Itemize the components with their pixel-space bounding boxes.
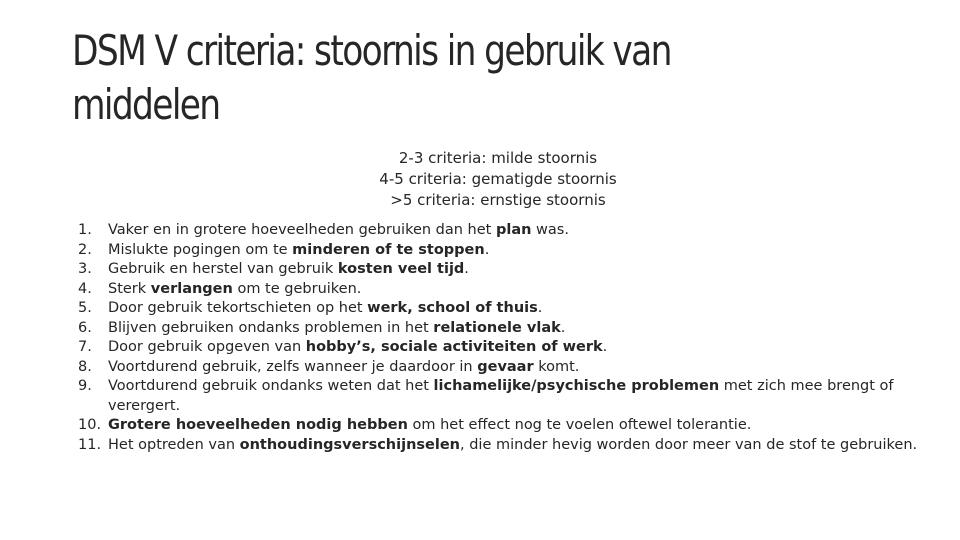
item-text: Door gebruik tekortschieten op het werk, school of thuis. [108,300,543,316]
item-number: 5. [78,300,92,316]
item-text: Vaker en in grotere hoeveelheden gebruiken dan het plan was. [108,222,569,238]
severity-line: 4-5 criteria: gematigde stoornis [379,170,617,188]
item-text: Sterk verlangen om te gebruiken. [108,280,362,297]
item-text: Blijven gebruiken ondanks problemen in het relationele vlak. [108,319,566,336]
item-number: 1. [78,222,92,238]
list-item [78,221,918,241]
list-item [78,299,918,319]
list-item [78,280,918,300]
item-number: 4. [78,280,92,297]
item-number: 2. [78,241,92,258]
item-text: Voortdurend gebruik ondanks weten dat het lichamelijke/psychische problemen met zich mee brengt of verergert. [108,378,894,414]
page-title: DSM V criteria: stoornis in gebruik van middelen [72,26,671,129]
list-item [78,377,918,416]
item-text: Het optreden van onthoudingsverschijnselen, die minder hevig worden door meer van de stof te gebruiken. [108,436,918,453]
severity-levels [268,148,728,211]
item-text: Grotere hoeveelheden nodig hebben om het effect nog te voelen oftewel tolerantie. [108,417,752,433]
item-number: 7. [78,339,92,355]
item-text: Mislukte pogingen om te minderen of te stoppen. [108,241,490,258]
item-number: 11. [78,436,102,453]
item-text: Gebruik en herstel van gebruik kosten veel tijd. [108,261,469,277]
item-text: Door gebruik opgeven van hobby’s, sociale activiteiten of werk. [108,339,608,355]
item-number: 10. [78,417,102,433]
list-item [78,260,918,280]
criteria-list [78,221,918,455]
severity-line: >5 criteria: ernstige stoornis [390,191,606,209]
severity-line: 2-3 criteria: milde stoornis [398,149,598,167]
item-number: 9. [78,378,92,394]
list-item [78,319,918,339]
item-number: 6. [78,319,92,336]
list-item [78,338,918,358]
list-item [78,358,918,378]
list-item [78,416,918,436]
item-number: 3. [78,261,92,277]
list-item [78,436,918,456]
list-item [78,241,918,261]
item-text: Voortdurend gebruik, zelfs wanneer je daardoor in gevaar komt. [108,358,580,375]
item-number: 8. [78,358,92,375]
